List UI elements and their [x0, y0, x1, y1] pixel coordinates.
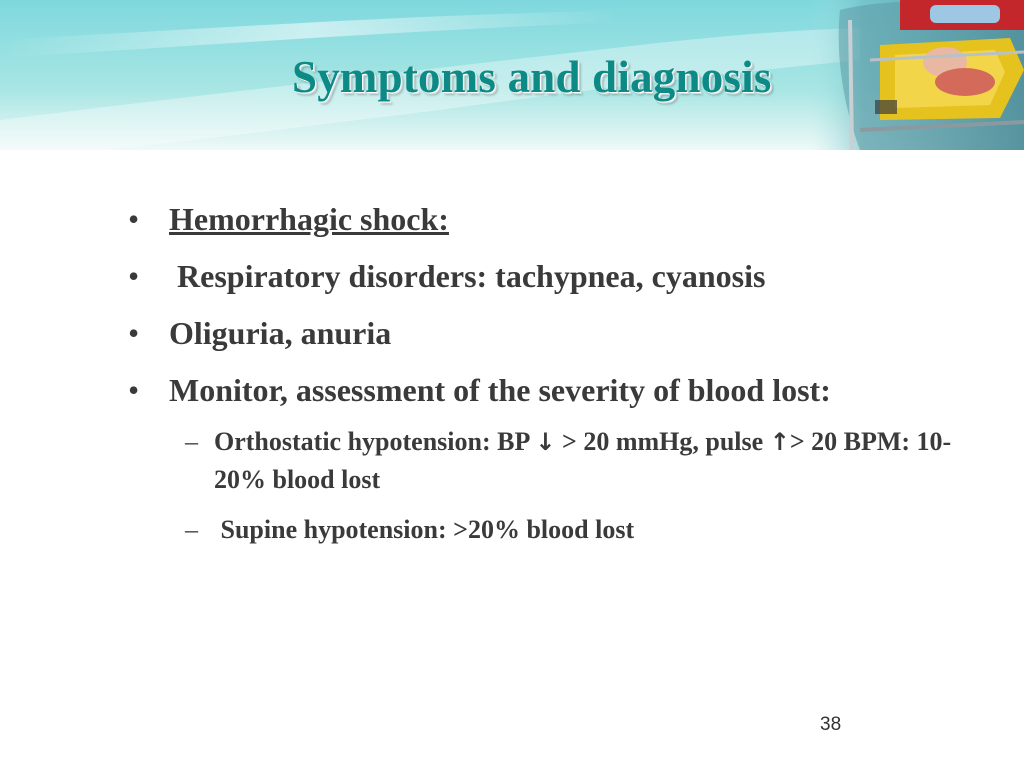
- sub-bullet-text-3: > 20 BPM: 10-20% blood lost: [214, 427, 952, 494]
- bullet-mark: •: [128, 315, 140, 351]
- bullet-item: [128, 367, 952, 549]
- bullet-list: [128, 196, 952, 561]
- page-number: 38: [820, 714, 842, 735]
- sub-bullet-list: [169, 423, 959, 549]
- sub-bullet-item: [169, 511, 959, 549]
- dash-mark: –: [185, 515, 198, 544]
- bullet-text: Hemorrhagic shock:: [169, 201, 449, 237]
- bullet-item: [128, 196, 928, 242]
- bullet-text: Oliguria, anuria: [169, 315, 392, 351]
- bullet-mark: •: [128, 372, 140, 408]
- bullet-mark: •: [128, 201, 140, 237]
- bullet-item: [128, 253, 928, 299]
- bullet-text: Respiratory disorders: tachypnea, cyanosis: [169, 258, 766, 294]
- bullet-text: Monitor, assessment of the severity of blood lost:: [169, 372, 831, 408]
- sub-bullet-text-1: Orthostatic hypotension: BP: [214, 427, 536, 456]
- arrow-up-icon: ↑: [769, 428, 790, 456]
- sub-bullet-text: Supine hypotension: >20% blood lost: [214, 515, 635, 544]
- bullet-mark: •: [128, 258, 140, 294]
- sub-bullet-text-2: > 20 mmHg, pulse: [555, 427, 770, 456]
- arrow-down-icon: ↓: [535, 428, 556, 456]
- stretcher-photo: [810, 0, 1024, 150]
- dash-mark: –: [185, 427, 198, 456]
- slide-title: Symptoms and diagnosis: [292, 52, 772, 102]
- bullet-item: [128, 310, 928, 356]
- sub-bullet-item: [169, 423, 959, 499]
